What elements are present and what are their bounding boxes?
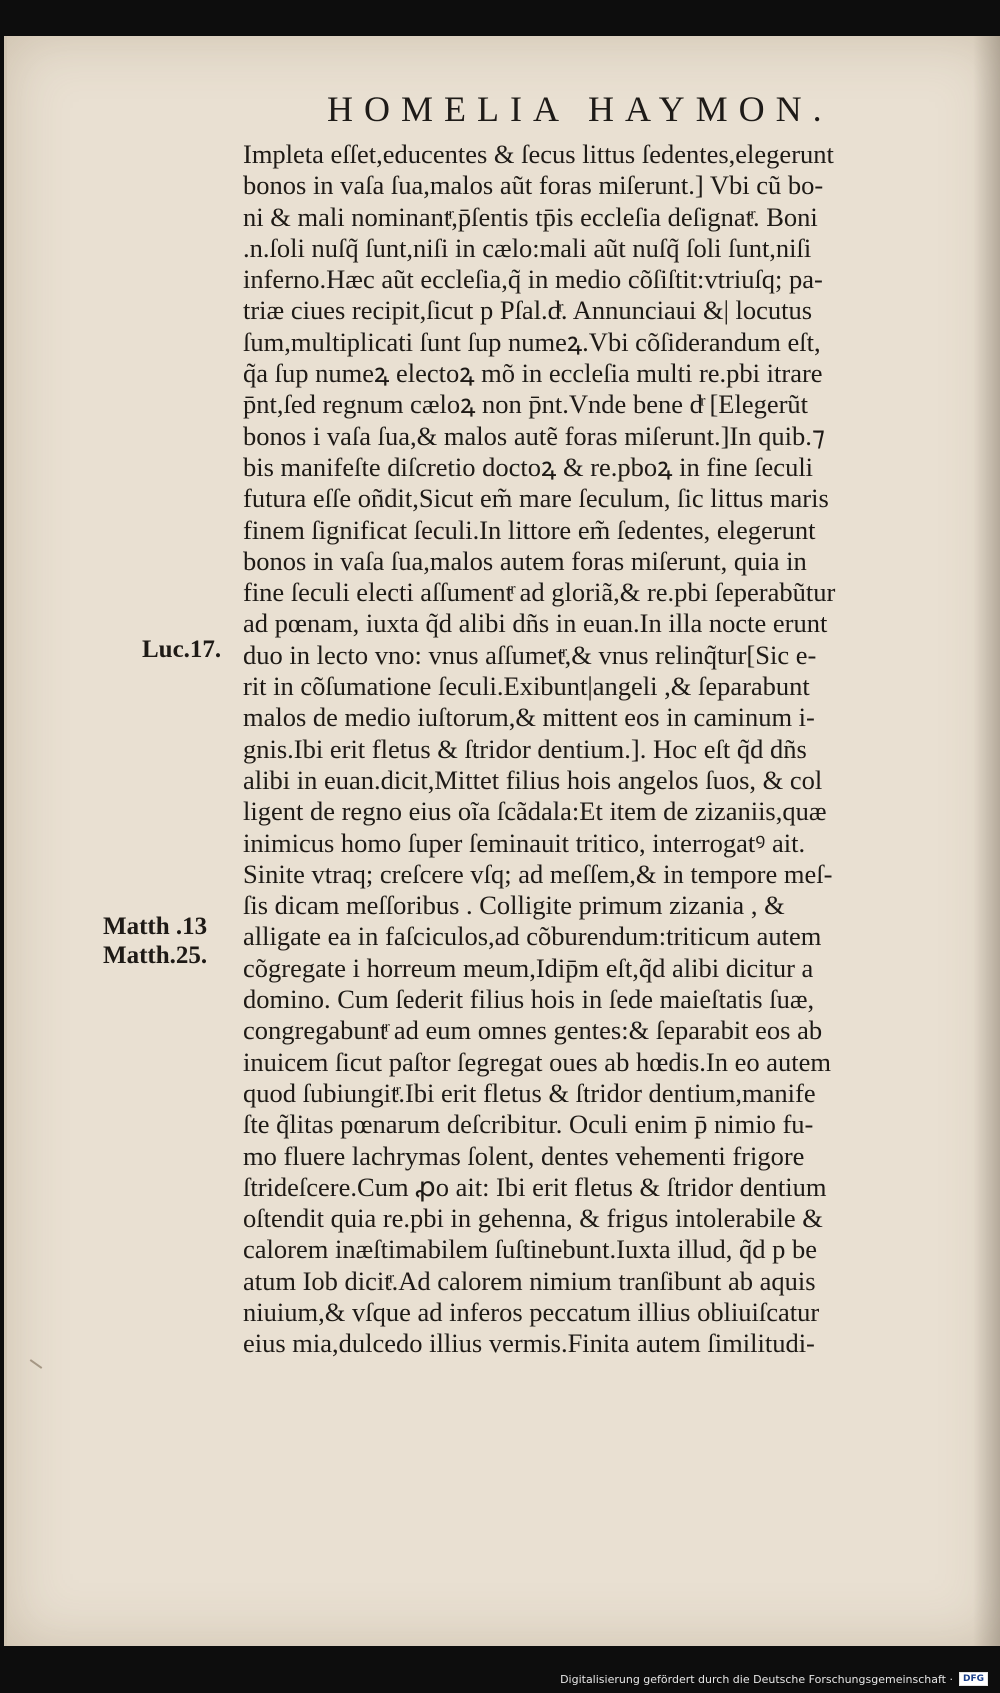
text-line: malos de medio iuſtorum,& mittent eos in caminum i- [243, 702, 815, 733]
text-line: inferno.Hæc aũt eccleſia,q̃ in medio cõſiſtit:vtriuſq; pa- [243, 264, 823, 295]
text-line: duo in lecto vno: vnus aſſumetͬ,& vnus relinq̃tur[Sic e- [243, 639, 817, 670]
text-line: niuium,& vſque ad inferos peccatum illius obliuiſcatur [243, 1296, 820, 1327]
text-line: fine ſeculi electi aſſumentͬ ad gloriã,& re.pbi ſeperabũtur [243, 577, 836, 608]
text-line: bonos in vaſa ſua,malos aũt foras miſerunt.] Vbi cũ bo- [243, 170, 824, 201]
footer-credit: Digitalisierung gefördert durch die Deutsche Forschungsgemeinschaft · [560, 1672, 953, 1686]
ink-stain-mark [30, 1359, 43, 1369]
text-line: alibi in euan.dicit,Mittet filius hois angelos ſuos, & col [243, 764, 823, 795]
text-line: alligate ea in faſciculos,ad cõburendum:triticum autem [243, 921, 822, 952]
text-line: quod ſubiungitͬ.Ibi erit fletus & ſtridor dentium,manife [243, 1077, 816, 1108]
text-line: bonos i vaſa ſua,& malos autẽ foras miſerunt.]In quib.⁊ [243, 420, 826, 451]
text-line: mo fluere lachrymas ſolent, dentes vehementi frigore [243, 1140, 805, 1171]
text-line: inimicus homo ſuper ſeminauit tritico, interrogatꝰ ait. [243, 827, 806, 858]
book-page [4, 36, 1000, 1646]
margin-note-matth-13: Matth .13 [103, 913, 208, 940]
text-line: ſtrideſcere.Cum ꝓo ait: Ibi erit fletus & ſtridor dentium [243, 1171, 827, 1202]
text-line: ſte q̃litas pœnarum deſcribitur. Oculi enim p̄ nimio fu- [243, 1109, 814, 1140]
text-line: ligent de regno eius oĩa ſcãdala:Et item de zizaniis,quæ [243, 796, 827, 827]
text-line: ni & mali nominantͬ,p̄ſentis tp̄is eccleſia deſignatͬ. Boni [243, 201, 818, 232]
text-line: q̃a ſup numeꝝ electoꝝ mõ in eccleſia multi re.pbi itrare [243, 358, 823, 389]
text-line: eius mia,dulcedo illius vermis.Finita autem ſimilitudi- [243, 1328, 815, 1359]
text-line: atum Iob dicitͬ.Ad calorem nimium tranſibunt ab aquis [243, 1265, 816, 1296]
text-line: .n.ſoli nuſq̃ ſunt,niſi in cælo:mali aũt nuſq̃ ſoli ſunt,niſi [243, 232, 812, 263]
text-line: domino. Cum ſederit filius hois in ſede maieſtatis ſuæ, [243, 984, 815, 1015]
text-line: oſtendit quia re.pbi in gehenna, & frigus intolerabile & [243, 1203, 823, 1234]
text-line: congregabuntͬ ad eum omnes gentes:& ſeparabit eos ab [243, 1015, 823, 1046]
main-text-block [243, 139, 963, 1360]
text-line: p̄nt,ſed regnum cæloꝝ non p̄nt.Vnde bene dͬ [Elegerũt [243, 389, 809, 420]
text-line: rit in cõſumatione ſeculi.Exibunt|angeli ,& ſeparabunt [243, 671, 810, 702]
text-line: cõgregate i horreum meum,Idip̄m eſt,q̃d alibi dicitur a [243, 952, 814, 983]
text-line: Sinite vtraq; creſcere vſq; ad meſſem,& in tempore meſ- [243, 858, 833, 889]
text-line: ſis dicam meſſoribus . Colligite primum zizania , & [243, 890, 785, 921]
text-line: inuicem ſicut paſtor ſegregat oues ab hœdis.In eo autem [243, 1046, 831, 1077]
dfg-logo-icon[interactable]: DFG [959, 1672, 988, 1686]
text-line: triæ ciues recipit,ſicut p Pſal.dͬ. Annunciaui &| locutus [243, 295, 813, 326]
text-line: ad pœnam, iuxta q̃d alibi dñs in euan.In illa nocte erunt [243, 608, 828, 639]
margin-note-luc: Luc.17. [142, 636, 222, 663]
text-line: futura eſſe oñdit,Sicut em̃ mare ſeculum, ſic littus maris [243, 483, 829, 514]
text-line: bonos in vaſa ſua,malos autem foras miſerunt, quia in [243, 545, 807, 576]
running-head: HOMELIA HAYMON. [327, 89, 833, 129]
text-line: calorem inæſtimabilem ſuſtinebunt.Iuxta illud, q̃d p be [243, 1234, 818, 1265]
digitization-footer [560, 1672, 988, 1686]
text-line: gnis.Ibi erit fletus & ſtridor dentium.]. Hoc eſt q̃d dñs [243, 733, 807, 764]
margin-note-matth-25: Matth.25. [103, 942, 208, 969]
text-line: bis manifeſte diſcretio doctoꝝ & re.pboꝝ in fine ſeculi [243, 451, 814, 482]
text-line: finem ſignificat ſeculi.In littore em̃ ſedentes, elegerunt [243, 514, 816, 545]
text-line: Impleta eſſet,educentes & ſecus littus ſedentes,elegerunt [243, 139, 834, 169]
text-line: ſum,multiplicati ſunt ſup numeꝝ.Vbi cõſiderandum eſt, [243, 326, 821, 357]
